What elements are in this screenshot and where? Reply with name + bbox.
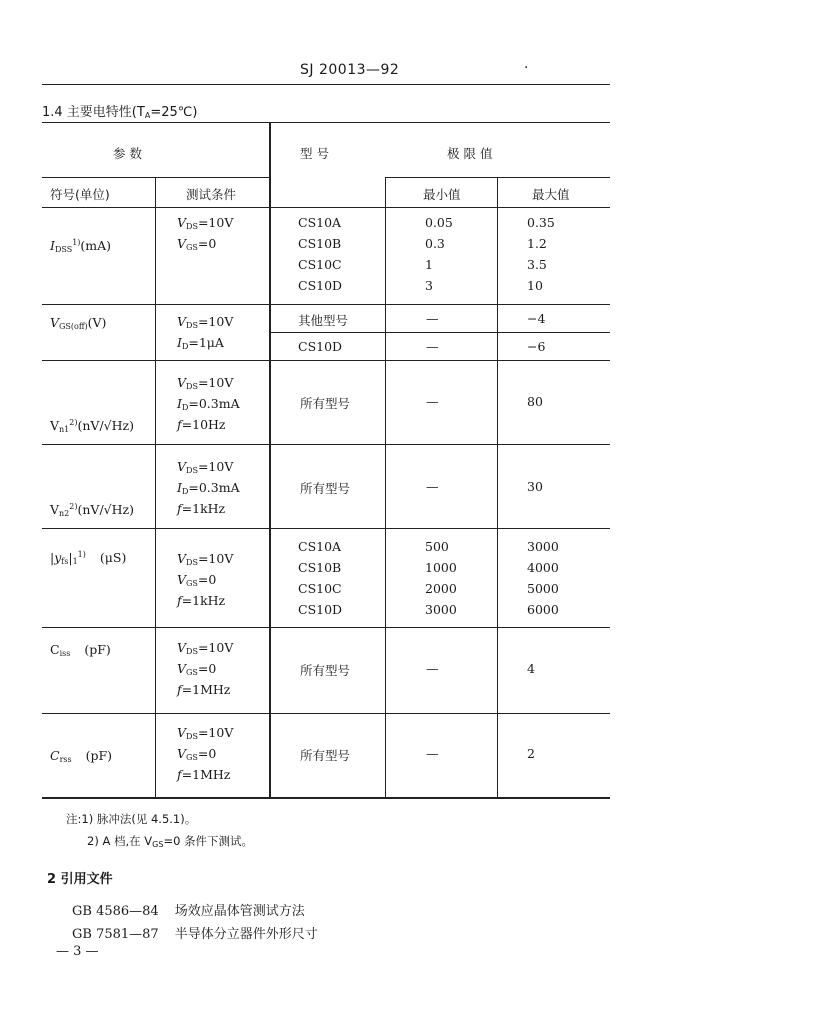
row2-type-1: 其他型号 bbox=[298, 313, 349, 328]
row6-min: — bbox=[426, 661, 439, 676]
row1-types: CS10A CS10B CS10C CS10D bbox=[298, 215, 343, 293]
table-head-rule-1 bbox=[42, 177, 270, 178]
row1-maxs: 0.35 1.2 3.5 10 bbox=[527, 215, 555, 293]
row1-symbol: $I_{DSS}^{1)}(mA)$ bbox=[50, 238, 112, 254]
row-rule-6 bbox=[42, 713, 610, 714]
section-2-title: 2 引用文件 bbox=[47, 872, 113, 887]
head-params: 参 数 bbox=[113, 146, 142, 161]
header-mark: · bbox=[524, 60, 529, 76]
head-min: 最小值 bbox=[423, 187, 461, 202]
row7-type: 所有型号 bbox=[300, 748, 351, 763]
row2-min-1: — bbox=[426, 311, 439, 326]
row-rule-3 bbox=[42, 444, 610, 445]
row7-symbol: $C_{rss}$ (pF) bbox=[50, 748, 113, 764]
row3-conditions: $V_{DS}=10V$ $I_D=0.3mA$ f=10Hz bbox=[177, 375, 240, 432]
row7-conditions: $V_{DS}=10V$ $V_{GS}=0$ f=1MHz bbox=[177, 725, 234, 782]
row2-min-2: — bbox=[426, 339, 439, 354]
row2-symbol: $V_{GS(off)}(V)$ bbox=[50, 315, 107, 331]
row5-maxs: 3000 4000 5000 6000 bbox=[527, 539, 559, 617]
row5-conditions: $V_{DS}=10V$ $V_{GS}=0$ f=1kHz bbox=[177, 551, 234, 608]
row2-max-2: −6 bbox=[527, 339, 546, 354]
head-limit: 极 限 值 bbox=[447, 146, 493, 161]
table-bottom-rule bbox=[42, 797, 610, 799]
row6-type: 所有型号 bbox=[300, 663, 351, 678]
row4-symbol: $V_{n2}^{2)}(nV/√Hz)$ bbox=[50, 502, 134, 518]
row5-types: CS10A CS10B CS10C CS10D bbox=[298, 539, 343, 617]
note-2: 2) A 档,在 $V_{GS}=0$ 条件下测试。 bbox=[87, 834, 254, 849]
row-rule-4 bbox=[42, 528, 610, 529]
header-rule bbox=[42, 84, 610, 85]
row2-conditions: $V_{DS}=10V$ $I_D=1\mu A$ bbox=[177, 314, 234, 351]
row4-max: 30 bbox=[527, 479, 543, 494]
row-rule-5 bbox=[42, 627, 610, 628]
row5-mins: 500 1000 2000 3000 bbox=[425, 539, 457, 617]
row-rule-2a bbox=[270, 332, 610, 333]
table-top-rule bbox=[42, 122, 610, 123]
row7-max: 2 bbox=[527, 746, 535, 761]
table-head-rule-3 bbox=[42, 207, 610, 208]
table-col-divider-1 bbox=[155, 177, 156, 798]
table-main-divider bbox=[269, 122, 271, 798]
row6-conditions: $V_{DS}=10V$ $V_{GS}=0$ f=1MHz bbox=[177, 640, 234, 697]
table-col-divider-3 bbox=[497, 177, 498, 798]
row-rule-2 bbox=[42, 360, 610, 361]
row3-max: 80 bbox=[527, 394, 543, 409]
head-max: 最大值 bbox=[532, 187, 570, 202]
row1-mins: 0.05 0.3 1 3 bbox=[425, 215, 453, 293]
head-symbol: 符号(单位) bbox=[50, 187, 110, 202]
row7-min: — bbox=[426, 746, 439, 761]
reference-1: GB 4586—84 场效应晶体管测试方法 bbox=[72, 904, 305, 919]
table-col-divider-2 bbox=[385, 177, 386, 798]
page-number: — 3 — bbox=[56, 944, 99, 959]
standard-number: SJ 20013—92 bbox=[300, 62, 400, 78]
row3-min: — bbox=[426, 394, 439, 409]
row3-type: 所有型号 bbox=[300, 396, 351, 411]
row2-type-2: CS10D bbox=[298, 339, 343, 354]
row-rule-1 bbox=[42, 304, 610, 305]
head-cond: 测试条件 bbox=[186, 187, 237, 202]
note-1: 注:1) 脉冲法(见 4.5.1)。 bbox=[66, 812, 197, 826]
row4-type: 所有型号 bbox=[300, 481, 351, 496]
row5-symbol: $|y_{fs}|_1^{1)}$ (μS) bbox=[50, 550, 127, 566]
row2-max-1: −4 bbox=[527, 311, 546, 326]
head-type: 型 号 bbox=[300, 146, 329, 161]
row6-symbol: $C_{iss}$ (pF) bbox=[50, 642, 111, 658]
row4-min: — bbox=[426, 479, 439, 494]
reference-2: GB 7581—87 半导体分立器件外形尺寸 bbox=[72, 927, 318, 942]
section-1-4-title: 1.4 主要电特性$(T_A=25℃)$ bbox=[42, 105, 198, 120]
row1-conditions: $V_{DS}=10V$ $V_{GS}=0$ bbox=[177, 215, 234, 252]
row3-symbol: $V_{n1}^{2)}(nV/√Hz)$ bbox=[50, 418, 134, 434]
row6-max: 4 bbox=[527, 661, 535, 676]
row4-conditions: $V_{DS}=10V$ $I_D=0.3mA$ f=1kHz bbox=[177, 459, 240, 516]
